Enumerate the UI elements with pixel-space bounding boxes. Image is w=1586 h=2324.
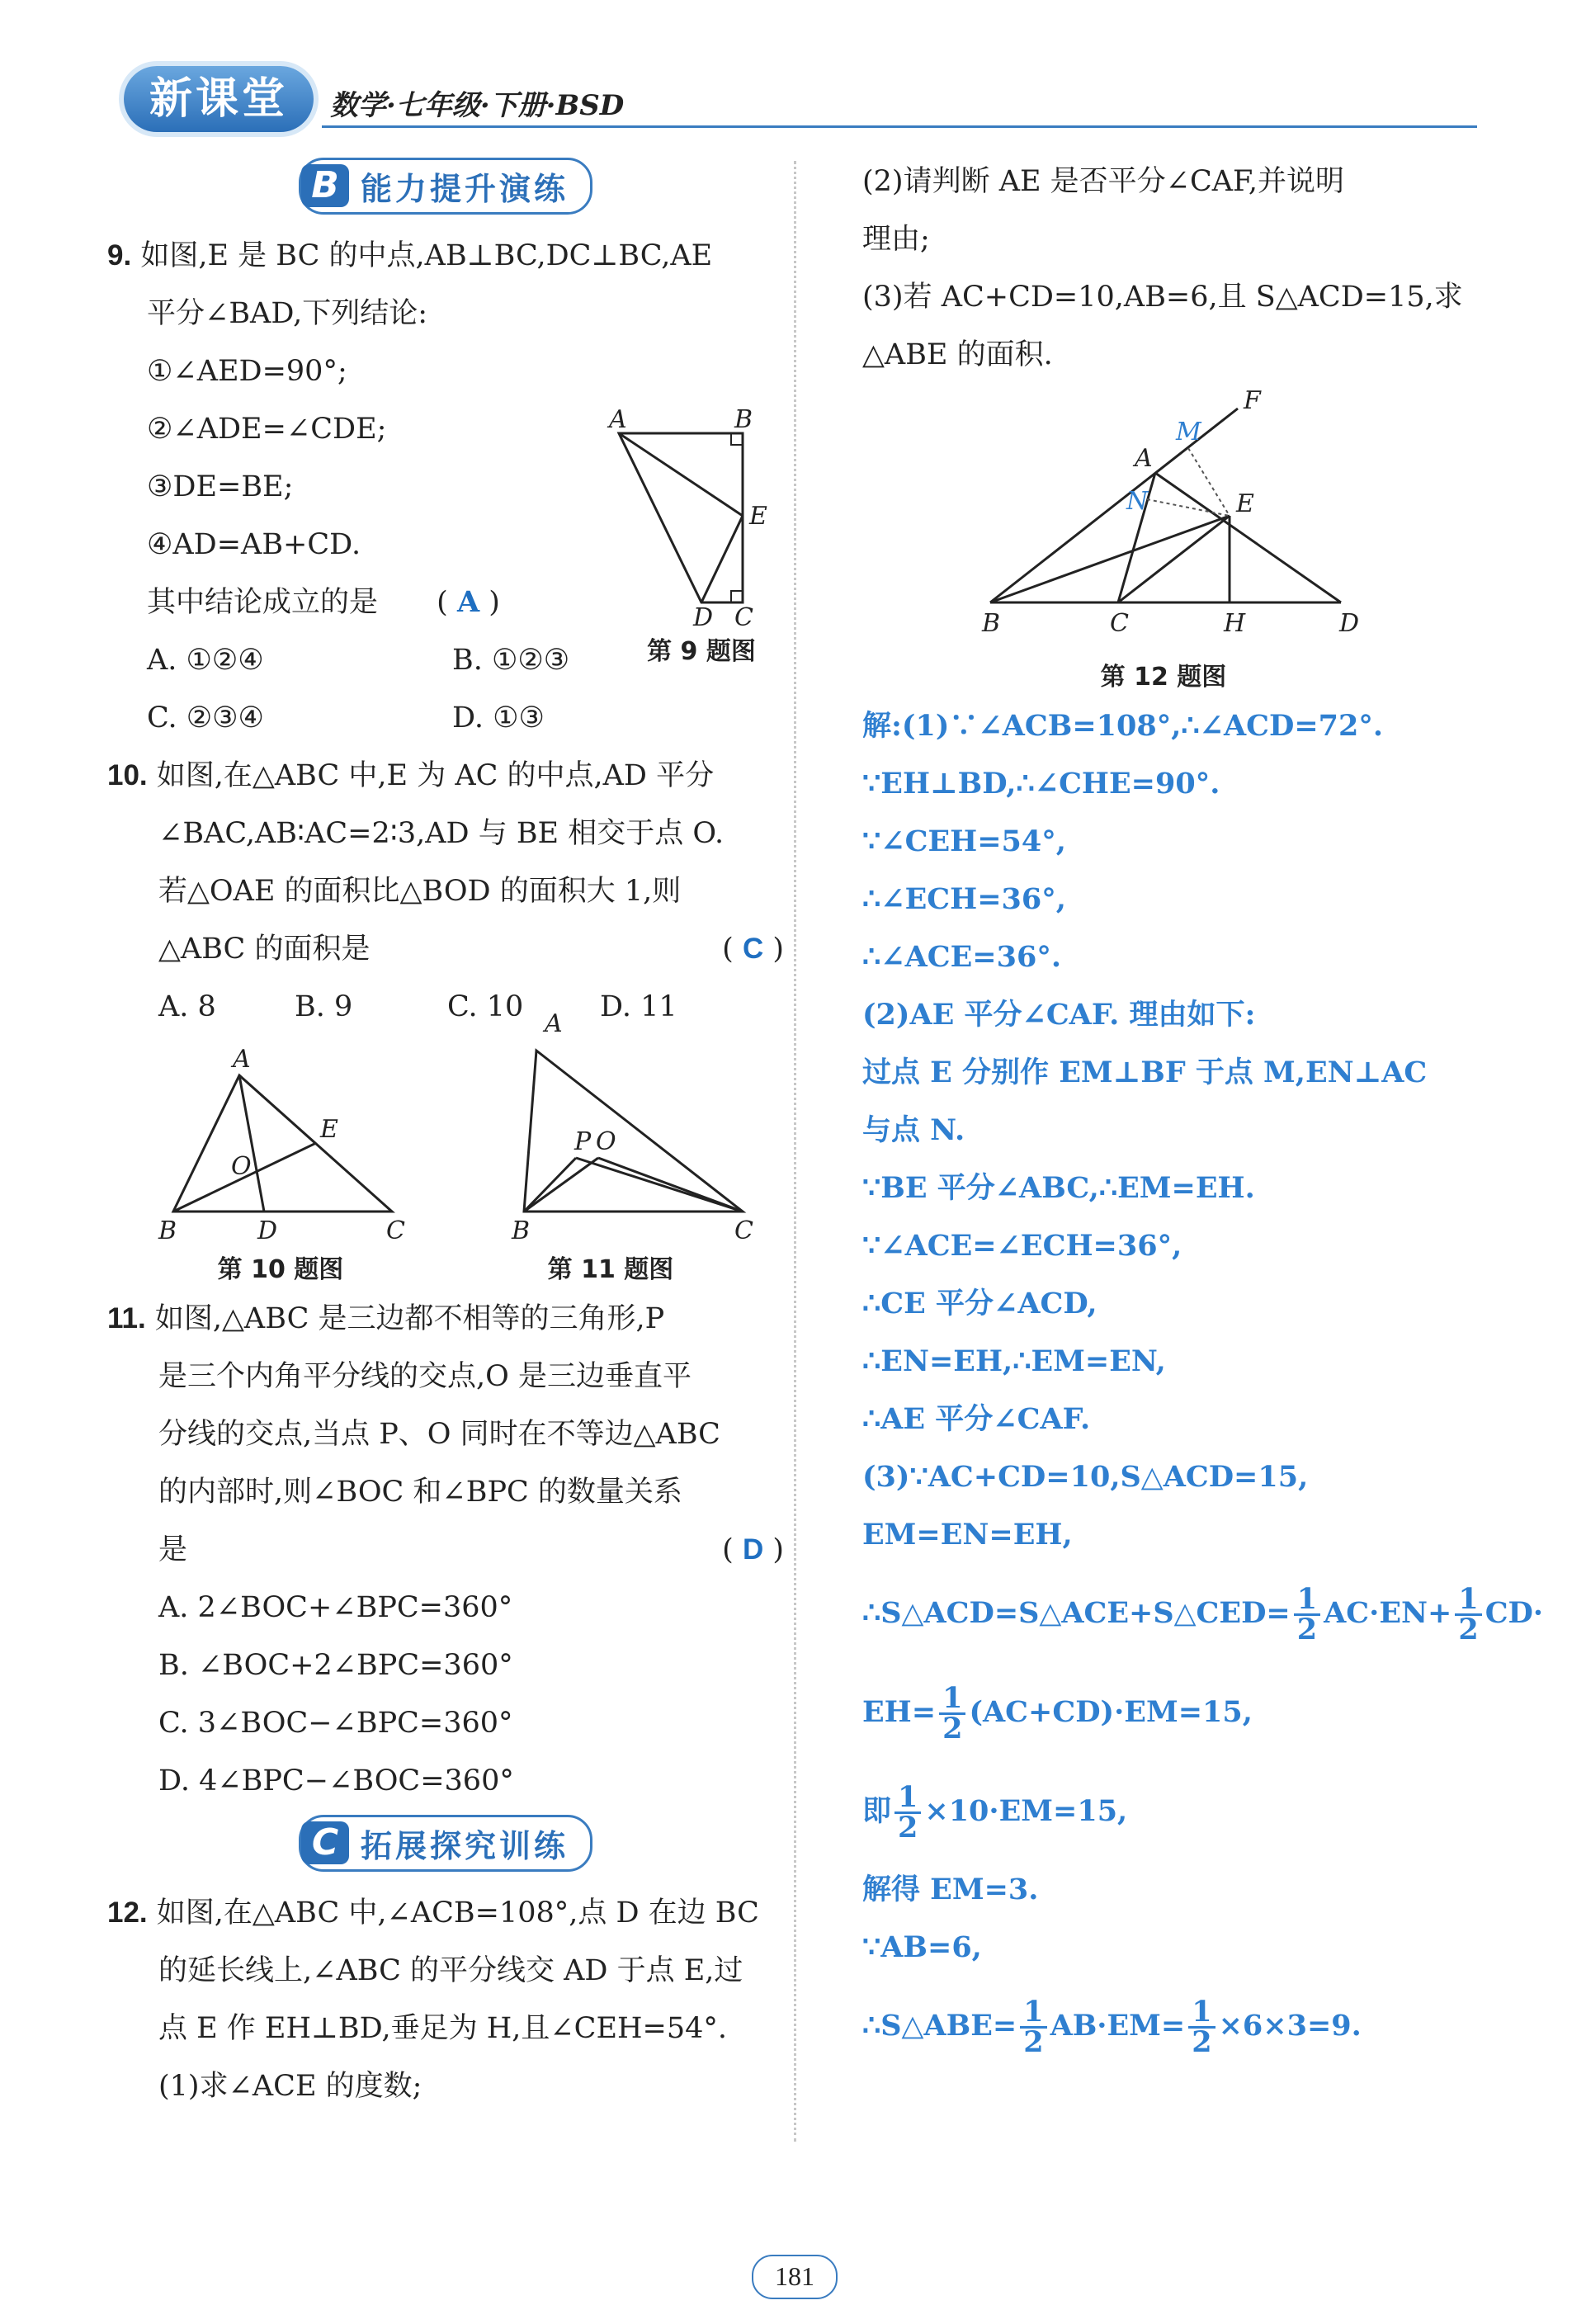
fig12-label-h: H xyxy=(1224,609,1246,638)
q11-line3: 分线的交点,当点 P、O 同时在不等边△ABC xyxy=(158,1418,720,1451)
q12-part2a: (2)请判断 AE 是否平分∠CAF,并说明 xyxy=(862,165,1344,198)
fig12-label-c: C xyxy=(1110,609,1129,638)
figure-10 xyxy=(107,1042,454,1290)
q11-line1: 如图,△ABC 是三边都不相等的三角形,P xyxy=(154,1302,665,1335)
q11-line4: 的内部时,则∠BOC 和∠BPC 的数量关系 xyxy=(158,1476,682,1509)
sol-line-7: 过点 E 分别作 EM⊥BF 于点 M,EN⊥AC xyxy=(862,1056,1428,1089)
fig12-label-d: D xyxy=(1339,609,1360,638)
fig9-label-b: B xyxy=(734,405,753,434)
sol-line-9: ∵BE 平分∠ABC,∴EM=EH. xyxy=(862,1171,1255,1205)
sol-line-2: ∵EH⊥BD,∴∠CHE=90°. xyxy=(862,767,1220,801)
question-10: 10. 如图,在△ABC 中,E 为 AC 的中点,AD 平分 ∠BAC,AB∶AC=2∶3,AD 与 BE 相交于点 O. 若△OAE 的面积比△BOD 的面积大 1,则 △ABC 的面积是 ( C ) A. 8 B. 9 C. 10 D. 11 A E O B D C 第 10 题图 P O B C A 第 11 题图 xyxy=(107,747,784,1290)
sol-line-8: 与点 N. xyxy=(862,1113,965,1147)
left-column xyxy=(107,153,784,2115)
question-11: 11. 如图,△ABC 是三边都不相等的三角形,P 是三个内角平分线的交点,O 是三边垂直平 分线的交点,当点 P、O 同时在不等边△ABC 的内部时,则∠BOC 和∠BPC 的数量关系 是 ( D ) A. 2∠BOC+∠BPC=360° B. ∠BOC+2∠BPC=360° C. 3∠BOC−∠BPC=360° D. 4∠BPC−∠BOC=360° xyxy=(107,1290,784,1810)
sol-line-5: ∴∠ACE=36°. xyxy=(862,940,1062,974)
figure-9-caption: 第 9 题图 xyxy=(647,637,756,666)
fig10-label-a: A xyxy=(233,1045,251,1074)
fig12-label-a: A xyxy=(1135,444,1153,473)
sol-line-19: 解得 EM=3. xyxy=(862,1873,1039,1906)
fig9-label-a: A xyxy=(609,405,627,434)
fig12-label-b: B xyxy=(982,609,1001,638)
figure-11-diagram xyxy=(454,1042,784,1249)
q10-line2: ∠BAC,AB∶AC=2∶3,AD 与 BE 相交于点 O. xyxy=(158,817,725,850)
fig12-label-e: E xyxy=(1236,489,1254,518)
fig11-label-o: O xyxy=(596,1127,616,1156)
sol-line-6: (2)AE 平分∠CAF. 理由如下: xyxy=(862,998,1256,1032)
q11-option-d: D. 4∠BPC−∠BOC=360° xyxy=(158,1764,514,1797)
figure-9 xyxy=(602,404,800,666)
figure-9-diagram xyxy=(602,404,800,627)
fig11-label-p: P xyxy=(574,1127,592,1156)
q10-option-b: B. 9 xyxy=(295,990,353,1023)
q12-line1: 如图,在△ABC 中,∠ACB=108°,点 D 在边 BC xyxy=(156,1897,759,1930)
fig10-label-c: C xyxy=(386,1216,405,1245)
fig12-label-m: M xyxy=(1176,418,1201,446)
sol-line-13: ∴AE 平分∠CAF. xyxy=(862,1402,1091,1436)
q11-number: 11. xyxy=(107,1302,146,1334)
sol-line-4: ∴∠ECH=36°, xyxy=(862,882,1066,916)
q9-conclusion-1: ①∠AED=90°; xyxy=(147,355,347,388)
q10-option-d: D. 11 xyxy=(600,990,677,1023)
q12-line2: 的延长线上,∠ABC 的平分线交 AD 于点 E,过 xyxy=(158,1954,743,1987)
fig12-label-n: N xyxy=(1126,487,1149,516)
fig9-label-c: C xyxy=(734,603,753,627)
page-header xyxy=(107,58,1469,149)
figure-11-caption: 第 11 题图 xyxy=(547,1255,674,1284)
q10-option-a: A. 8 xyxy=(158,990,216,1023)
section-b-title xyxy=(107,161,784,210)
q9-line1: 如图,E 是 BC 的中点,AB⊥BC,DC⊥BC,AE xyxy=(140,239,713,272)
fig10-label-d: D xyxy=(257,1216,278,1245)
right-column xyxy=(862,153,1544,2076)
q9-conclusion-4: ④AD=AB+CD. xyxy=(147,528,361,561)
header-rule xyxy=(322,125,1477,128)
q10-answer: C xyxy=(742,933,764,965)
q12-part3a: (3)若 AC+CD=10,AB=6,且 S△ACD=15,求 xyxy=(862,281,1463,314)
figure-10-diagram xyxy=(107,1042,454,1249)
q12-part1: (1)求∠ACE 的度数; xyxy=(158,2070,422,2103)
figure-12 xyxy=(862,384,1489,697)
q9-option-d: D. ①③ xyxy=(452,701,545,735)
q10-line4: △ABC 的面积是 xyxy=(158,933,371,966)
sol-line-18: 即 $\frac{1}{2}$ ×10·EM=15, xyxy=(862,1780,1128,1845)
fig10-label-o: O xyxy=(231,1152,252,1181)
q9-conclusion-3: ③DE=BE; xyxy=(147,470,294,503)
q11-option-b: B. ∠BOC+2∠BPC=360° xyxy=(158,1649,513,1682)
q9-option-c: C. ②③④ xyxy=(147,701,264,735)
question-12 xyxy=(107,1884,784,2115)
q9-option-a: A. ①②④ xyxy=(147,644,264,677)
fig11-label-b: B xyxy=(512,1216,531,1245)
book-subtitle: 数学·七年级·下册·BSD xyxy=(330,89,625,122)
question-9: 9. 如图,E 是 BC 的中点,AB⊥BC,DC⊥BC,AE 平分∠BAD,下列结论: ①∠AED=90°; ②∠ADE=∠CDE; ③DE=BE; ④AD=AB+CD. 其中结论成立的是 ( A ) A. ①②④ B. ①②③ C. ②③④ D. ①③ A B E D C 第 9 题图 xyxy=(107,227,784,747)
fig11-label-c: C xyxy=(734,1216,753,1245)
fig10-label-b: B xyxy=(158,1216,177,1245)
q11-option-c: C. 3∠BOC−∠BPC=360° xyxy=(158,1707,513,1740)
q9-line2: 平分∠BAD,下列结论: xyxy=(147,297,428,330)
brand-logo: 新课堂 xyxy=(124,66,314,132)
q9-conclusion-2: ②∠ADE=∠CDE; xyxy=(147,413,387,446)
section-c-title xyxy=(107,1818,784,1868)
solution xyxy=(862,697,1544,2076)
q9-option-b: B. ①②③ xyxy=(452,644,570,677)
sol-line-15: EM=EN=EH, xyxy=(862,1518,1073,1552)
sol-line-16: ∴S△ACD=S△ACE+S△CED= $\frac{1}{2}$ AC·EN+ $\frac{1}{2}$ CD· xyxy=(862,1582,1544,1646)
page-number: 181 xyxy=(752,2255,838,2299)
q9-answer: A xyxy=(456,585,480,619)
figure-12-diagram xyxy=(862,384,1489,656)
q11-line2: 是三个内角平分线的交点,O 是三边垂直平 xyxy=(158,1360,692,1393)
section-c-letter: C xyxy=(301,1821,349,1864)
sol-line-12: ∴EN=EH,∴EM=EN, xyxy=(862,1344,1166,1378)
figure-12-caption: 第 12 题图 xyxy=(1100,663,1227,692)
figure-10-caption: 第 10 题图 xyxy=(217,1255,344,1284)
fig9-label-d: D xyxy=(693,603,714,627)
section-b-text: 能力提升演练 xyxy=(360,170,569,207)
sol-line-3: ∵∠CEH=54°, xyxy=(862,824,1066,858)
section-c-text: 拓展探究训练 xyxy=(360,1827,569,1864)
figure-11 xyxy=(454,1009,784,1290)
q12-part2b: 理由; xyxy=(862,223,930,256)
sol-line-1: 解:(1)∵∠ACB=108°,∴∠ACD=72°. xyxy=(862,709,1384,743)
section-b-letter: B xyxy=(301,164,349,207)
q9-prompt: 其中结论成立的是 xyxy=(147,586,379,619)
sol-line-11: ∴CE 平分∠ACD, xyxy=(862,1287,1097,1320)
fig10-label-e: E xyxy=(320,1115,338,1144)
sol-line-21: ∴S△ABE= $\frac{1}{2}$ AB·EM= $\frac{1}{2}$ ×6×3=9. xyxy=(862,1995,1362,2059)
q9-number: 9. xyxy=(107,239,132,272)
q11-option-a: A. 2∠BOC+∠BPC=360° xyxy=(158,1591,513,1624)
q11-line5: 是 xyxy=(158,1533,188,1566)
fig12-label-f: F xyxy=(1244,386,1261,415)
q10-option-c: C. 10 xyxy=(447,990,524,1023)
sol-line-20: ∵AB=6, xyxy=(862,1930,982,1964)
q12-line3: 点 E 作 EH⊥BD,垂足为 H,且∠CEH=54°. xyxy=(158,2012,728,2045)
fig11-label-a: A xyxy=(545,1009,563,1038)
q11-answer: D xyxy=(742,1533,764,1566)
sol-line-10: ∵∠ACE=∠ECH=36°, xyxy=(862,1229,1182,1263)
q12-number: 12. xyxy=(107,1897,148,1929)
q12-part3b: △ABE 的面积. xyxy=(862,338,1053,371)
q10-line1: 如图,在△ABC 中,E 为 AC 的中点,AD 平分 xyxy=(156,759,715,792)
q10-line3: 若△OAE 的面积比△BOD 的面积大 1,则 xyxy=(158,875,682,908)
sol-line-17: EH= $\frac{1}{2}$ (AC+CD)·EM=15, xyxy=(862,1681,1253,1745)
q10-number: 10. xyxy=(107,759,148,791)
fig9-label-e: E xyxy=(749,502,767,531)
sol-line-14: (3)∵AC+CD=10,S△ACD=15, xyxy=(862,1460,1309,1494)
